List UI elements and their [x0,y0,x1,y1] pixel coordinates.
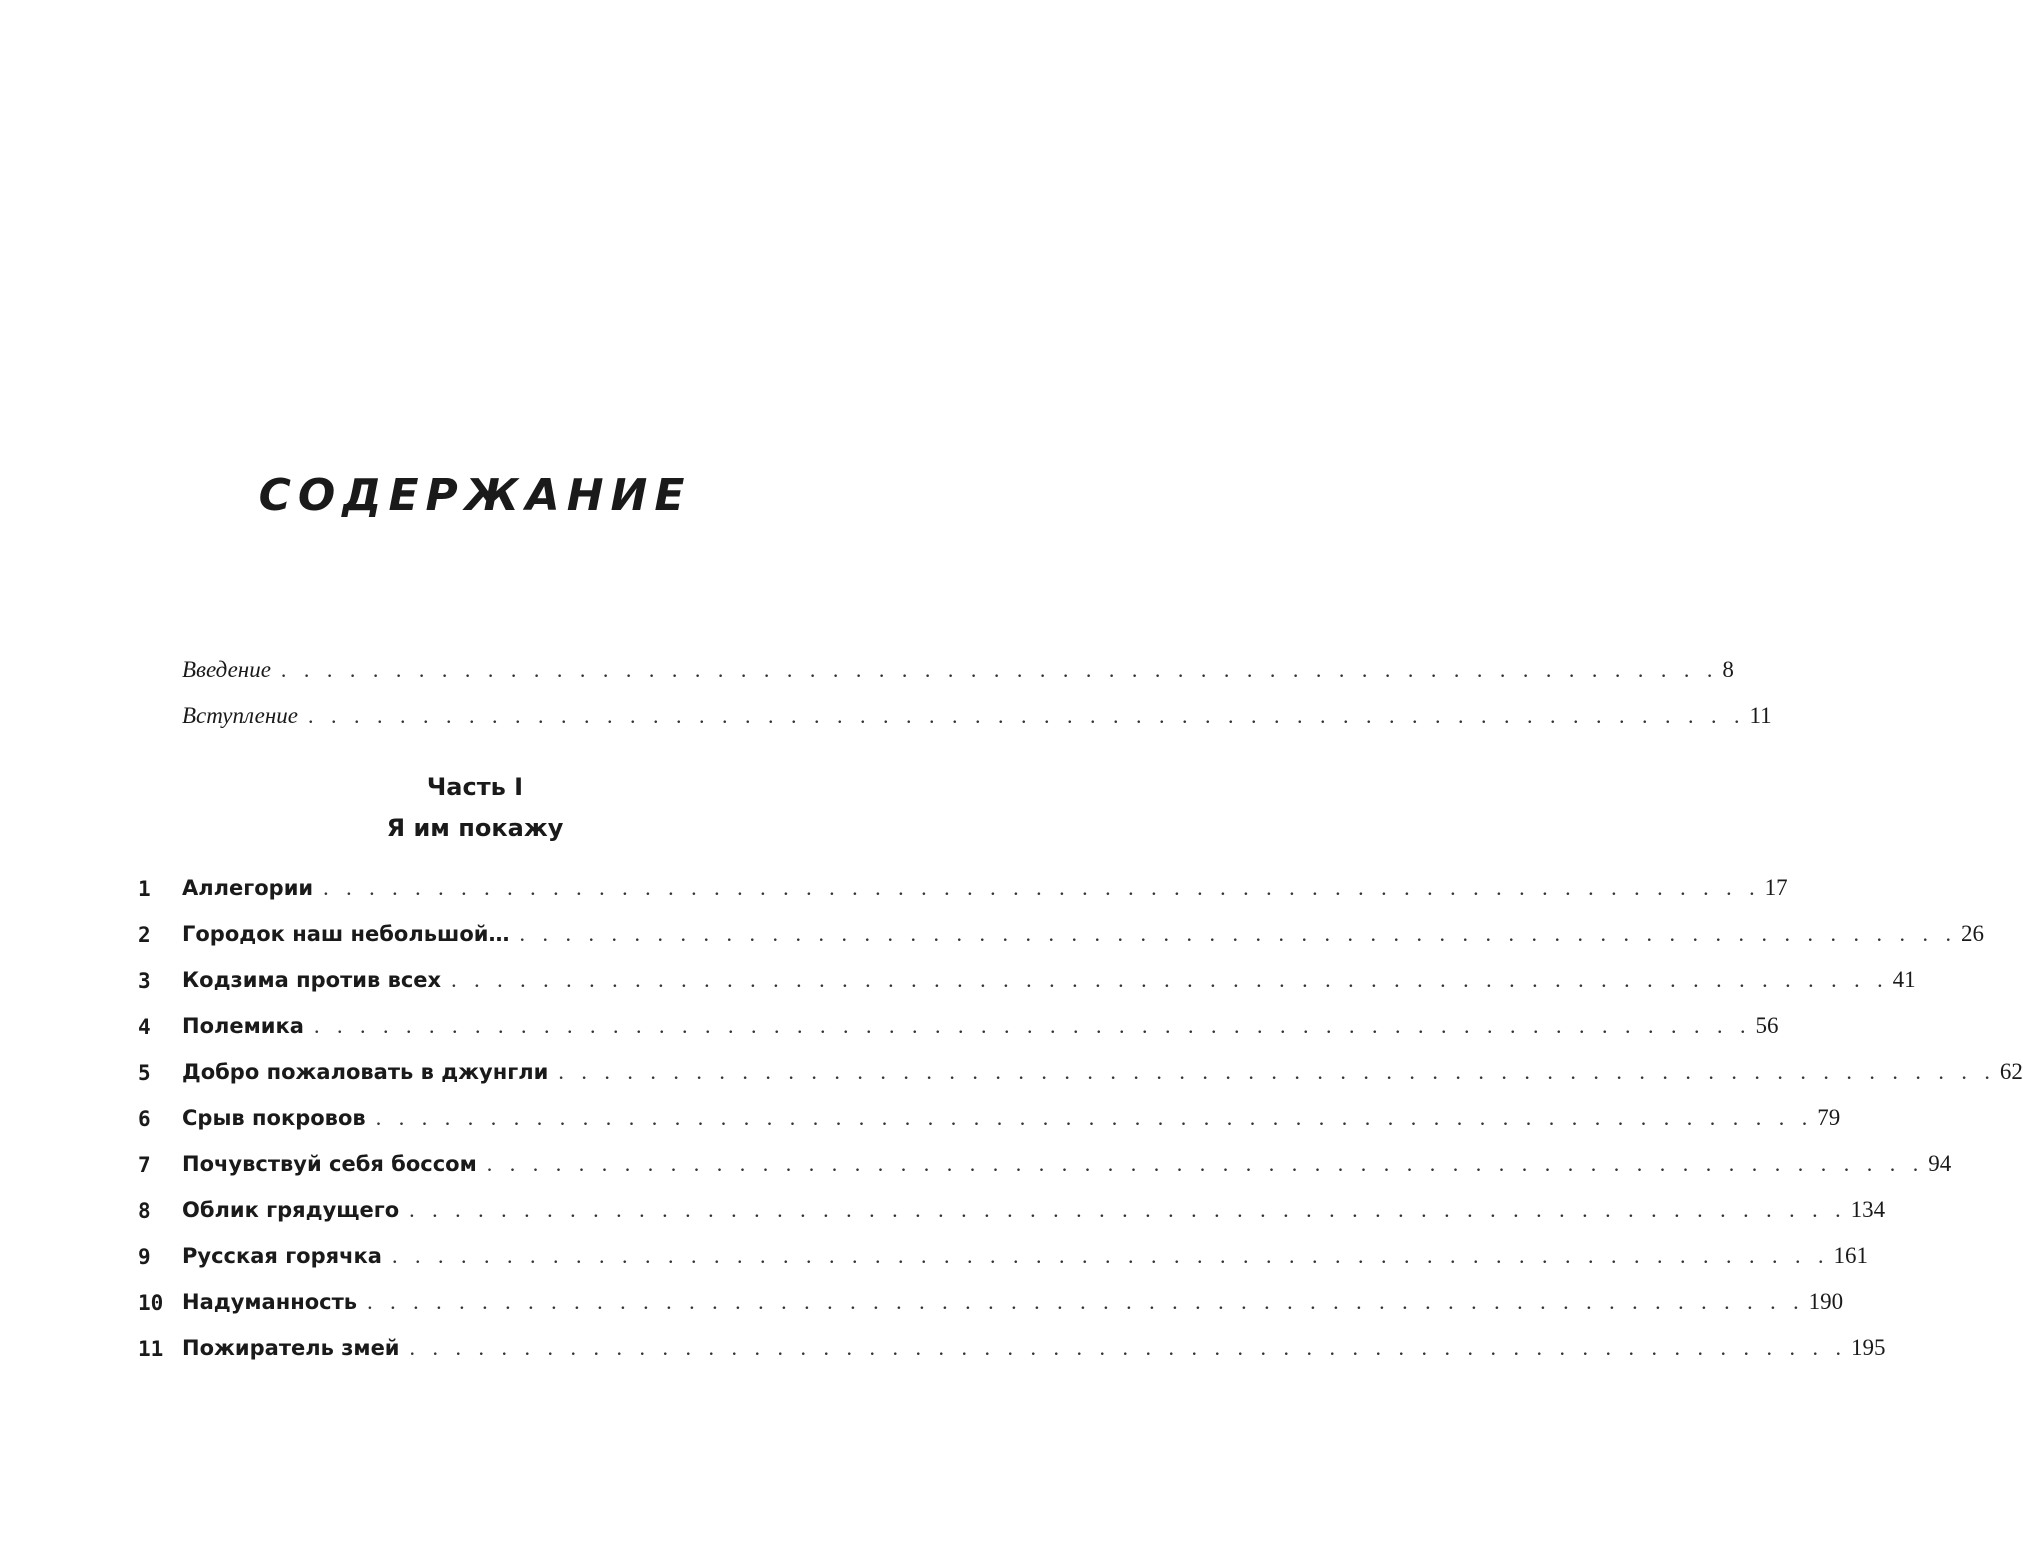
part-label: Часть I [426,773,524,801]
toc-entry-page: 94 [1928,1151,1952,1176]
dot-leader: . . . . . . . . . . . . . . . . . . . . . . . . . . . . . . . . . . . . . . . . . . . . . . . . . . . . . . . . . . . . . . . [375,1105,1814,1130]
toc-chapter-9[interactable] [182,1243,1868,1279]
part-subtitle: Я им покажу [386,814,564,842]
toc-chapter-1[interactable] [182,875,1788,911]
toc-chapter-5[interactable] [182,1059,2023,1095]
toc-entry-title: Срыв покровов [182,1106,366,1130]
dot-leader: . . . . . . . . . . . . . . . . . . . . . . . . . . . . . . . . . . . . . . . . . . . . . . . . . . . . . . . . . . . . . . . [391,1243,1830,1268]
toc-entry-page: 26 [1960,921,1984,946]
toc-chapter-4[interactable] [182,1013,1779,1049]
toc-entry-page: 11 [1749,703,1772,728]
chapter-number: 4 [138,1015,151,1039]
toc-entry-title: Почувствуй себя боссом [182,1152,477,1176]
chapter-number: 1 [138,877,151,901]
toc-entry-title: Кодзима против всех [182,968,442,992]
toc-entry-title: Аллегории [182,876,314,900]
toc-entry-title: Русская горячка [182,1244,382,1268]
toc-entry-page: 41 [1892,967,1916,992]
chapter-number: 2 [138,923,151,947]
dot-leader: . . . . . . . . . . . . . . . . . . . . . . . . . . . . . . . . . . . . . . . . . . . . . . . . . . . . . . . . . . . . . . . [486,1151,1925,1176]
toc-entry-page: 134 [1850,1197,1886,1222]
dot-leader: . . . . . . . . . . . . . . . . . . . . . . . . . . . . . . . . . . . . . . . . . . . . . . . . . . . . . . . . . . . . . . . [409,1197,1847,1222]
toc-entry-page: 62 [1999,1059,2023,1084]
toc-entry-title: Введение [182,657,271,682]
chapter-number: 9 [138,1245,151,1269]
chapter-number: 10 [138,1291,164,1315]
dot-leader: . . . . . . . . . . . . . . . . . . . . . . . . . . . . . . . . . . . . . . . . . . . . . . . . . . . . . . . . . . . . . . . [307,703,1746,728]
toc-entry-page: 17 [1764,875,1788,900]
toc-chapter-8[interactable] [182,1197,1886,1233]
toc-entry-preface[interactable] [182,703,1772,739]
toc-entry-title: Добро пожаловать в джунгли [182,1060,549,1084]
dot-leader: . . . . . . . . . . . . . . . . . . . . . . . . . . . . . . . . . . . . . . . . . . . . . . . . . . . . . . . . . . . . . . . [451,967,1889,992]
toc-entry-page: 56 [1755,1013,1779,1038]
chapter-number: 5 [138,1061,151,1085]
dot-leader: . . . . . . . . . . . . . . . . . . . . . . . . . . . . . . . . . . . . . . . . . . . . . . . . . . . . . . . . . . . . . . . [519,921,1957,946]
page-title: СОДЕРЖАНИЕ [258,470,692,521]
toc-chapter-2[interactable] [182,921,1984,957]
toc-chapter-6[interactable] [182,1105,1841,1141]
chapter-number: 6 [138,1107,151,1131]
toc-entry-title: Полемика [182,1014,304,1038]
toc-entry-title: Городок наш небольшой… [182,922,510,946]
chapter-number: 7 [138,1153,151,1177]
toc-entry-page: 161 [1833,1243,1868,1268]
dot-leader: . . . . . . . . . . . . . . . . . . . . . . . . . . . . . . . . . . . . . . . . . . . . . . . . . . . . . . . . . . . . . . . [367,1289,1805,1314]
chapter-number: 3 [138,969,151,993]
dot-leader: . . . . . . . . . . . . . . . . . . . . . . . . . . . . . . . . . . . . . . . . . . . . . . . . . . . . . . . . . . . . . . . [558,1059,1996,1084]
toc-chapter-3[interactable] [182,967,1916,1003]
toc-entry-title: Вступление [182,703,298,728]
chapter-number: 8 [138,1199,151,1223]
dot-leader: . . . . . . . . . . . . . . . . . . . . . . . . . . . . . . . . . . . . . . . . . . . . . . . . . . . . . . . . . . . . . . . [323,875,1761,900]
toc-chapter-10[interactable] [182,1289,1844,1325]
toc-chapter-11[interactable] [182,1335,1886,1371]
toc-entry-page: 8 [1722,657,1734,682]
toc-chapter-7[interactable] [182,1151,1952,1187]
dot-leader: . . . . . . . . . . . . . . . . . . . . . . . . . . . . . . . . . . . . . . . . . . . . . . . . . . . . . . . . . . . . . . . [280,657,1719,682]
toc-entry-title: Надуманность [182,1290,358,1314]
toc-entry-page: 79 [1817,1105,1841,1130]
toc-entry-title: Облик грядущего [182,1198,400,1222]
dot-leader: . . . . . . . . . . . . . . . . . . . . . . . . . . . . . . . . . . . . . . . . . . . . . . . . . . . . . . . . . . . . . . . [409,1335,1848,1360]
toc-entry-introduction[interactable] [182,657,1734,693]
chapter-number: 11 [138,1337,164,1361]
toc-entry-page: 195 [1851,1335,1886,1360]
toc-entry-title: Пожиратель змей [182,1336,400,1360]
dot-leader: . . . . . . . . . . . . . . . . . . . . . . . . . . . . . . . . . . . . . . . . . . . . . . . . . . . . . . . . . . . . . . . [313,1013,1752,1038]
toc-entry-page: 190 [1808,1289,1844,1314]
